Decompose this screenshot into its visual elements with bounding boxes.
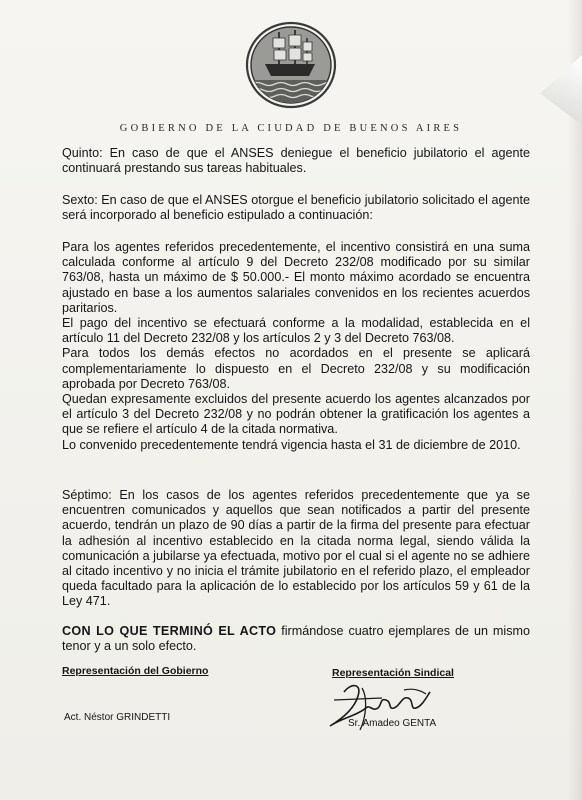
- incentive-paragraph: El pago del incentivo se efectuará conforme a la modalidad, establecida en el artículo 11 del Decreto 232/08 y los artículos 2 y 3 del Decreto 763/08.: [62, 316, 530, 346]
- government-signature-heading: Representación del Gobierno: [62, 665, 209, 677]
- incentive-section: [62, 240, 530, 453]
- closing-bold-lead: CON LO QUE TERMINÓ EL ACTO: [62, 624, 277, 638]
- clause-sexto: [62, 193, 530, 223]
- government-title: GOBIERNO DE LA CIUDAD DE BUENOS AIRES: [119, 123, 463, 134]
- incentive-paragraph: Lo convenido precedentemente tendrá vigencia hasta el 31 de diciembre de 2010.: [62, 437, 521, 452]
- incentive-paragraph: Para todos los demás efectos no acordados en el presente se aplicará complementariamente lo dispuesto en el Decreto 232/08 y su modificación aprobada por Decreto 763/08.: [62, 346, 530, 391]
- union-signature-heading: Representación Sindical: [332, 667, 454, 679]
- folded-corner: [540, 55, 582, 125]
- clause-quinto: [62, 146, 530, 176]
- closing-statement: [62, 624, 530, 654]
- city-seal-icon: [243, 18, 339, 110]
- closing-rest: firmándose cuatro ejemplares de un mismo tenor y a un solo efecto.: [62, 624, 530, 654]
- incentive-paragraph: Quedan expresamente excluidos del presente acuerdo los agentes alcanzados por el artículo 3 del Decreto 232/08 y no podrán obtener la gratificación los agentes a que se refiere el artículo 4 de la citada normativa.: [62, 392, 530, 437]
- government-signatory-name: Act. Néstor GRINDETTI: [64, 712, 171, 723]
- clause-sexto-text: Sexto: En caso de que el ANSES otorgue el beneficio jubilatorio solicitado el agente será incorporado al beneficio estipulado a continuación:: [62, 193, 530, 223]
- clause-quinto-text: Quinto: En caso de que el ANSES deniegue el beneficio jubilatorio el agente continuará prestando sus tareas habituales.: [62, 146, 530, 176]
- clause-septimo-text: Séptimo: En los casos de los agentes referidos precedentemente que ya se encuentren comunicados y aquellos que sean notificados a partir del presente acuerdo, tendrán un plazo de 90 días a partir de la firma del presente para efectuar la adhesión al incentivo establecido en la citada norma legal, siendo válida la comunicación a jubilarse ya efectuada, motivo por el cual si el agente no se adhiere al citado incentivo y no inicia el trámite jubilatorio en el referido plazo, el empleador queda facultado para la aplicación de lo establecido por los artículos 59 y 61 de la Ley 471.: [62, 488, 530, 609]
- closing-paragraph: [62, 624, 530, 654]
- clause-septimo: [62, 488, 530, 610]
- incentive-paragraph: Para los agentes referidos precedentemente, el incentivo consistirá en una suma calculada conforme al artículo 9 del Decreto 232/08 modificado por su similar 763/08, hasta un máximo de $ 50.000.- El monto máximo acordado se encuentra ajustado en base a los aumentos salariales convenidos en los recientes acuerdos paritarios.: [62, 240, 530, 315]
- union-signatory-name: Sr. Amadeo GENTA: [348, 718, 437, 729]
